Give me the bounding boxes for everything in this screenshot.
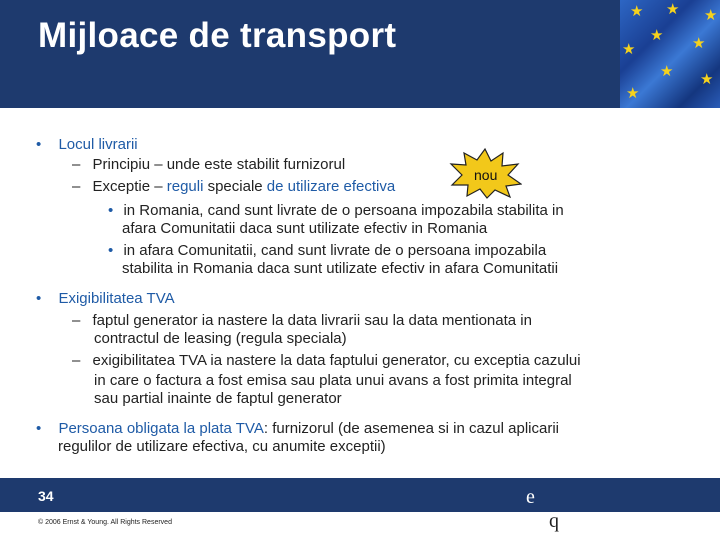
bullet-persoana-obligata-cont: regulilor de utilizare efectiva, cu anumite exceptii): [58, 438, 386, 455]
bullet-exigibilitatea: [36, 290, 175, 308]
text-principiu: Principiu – unde este stabilit furnizorul: [92, 156, 346, 173]
text-exceptie-mid: speciale: [203, 178, 267, 195]
sub-item-principiu: [72, 156, 345, 174]
text-faptul: faptul generator ia nastere la data livrarii sau la data mentionata in: [92, 312, 532, 329]
text-reguli: reguli: [166, 178, 204, 195]
sub-sub-item-afara-cont: stabilita in Romania daca sunt utilizate efectiv in afara Comunitatii: [122, 260, 559, 277]
sub-item-exceptie: [72, 178, 395, 196]
title-bar: [0, 0, 720, 108]
bullet-dot: •: [36, 420, 42, 437]
text-afara: in afara Comunitatii, cand sunt livrate de o persoana impozabila: [123, 242, 547, 259]
sub-sub-item-afara: [108, 242, 546, 260]
bullet-dot: •: [36, 136, 42, 153]
sub-item-faptul-cont: contractul de leasing (regula speciala): [94, 330, 347, 347]
badge-nou: nou: [474, 167, 498, 183]
sub-item-exigibilitatea-cont2: sau partial inainte de faptul generator: [94, 390, 342, 407]
stray-glyph-e: e: [526, 486, 535, 508]
text-exceptie-pre: Exceptie –: [92, 178, 167, 195]
dash: –: [72, 312, 81, 329]
dash: –: [72, 178, 81, 195]
sub-item-exigibilitatea-cont1: in care o factura a fost emisa sau plata unui avans a fost primita integral: [94, 372, 572, 389]
heading-persoana-obligata: Persoana obligata la plata TVA: [58, 420, 264, 437]
bullet-persoana-obligata: [36, 420, 559, 438]
text-persoana-obligata: : furnizorul (de asemenea si in cazul aplicarii: [263, 420, 559, 437]
page-number: 34: [38, 488, 54, 504]
bullet-locul-livrarii: [36, 136, 138, 154]
dash: –: [72, 352, 81, 369]
stray-glyph-q: q: [549, 510, 559, 532]
footer-bar: [0, 478, 720, 512]
text-utilizare-efectiva: de utilizare efectiva: [266, 178, 396, 195]
eu-flag-icon: ★ ★ ★ ★ ★ ★ ★ ★ ★: [620, 0, 720, 108]
heading-locul-livrarii: Locul livrarii: [58, 136, 138, 153]
copyright-text: © 2006 Ernst & Young. All Rights Reserved: [38, 519, 172, 526]
sub-item-exigibilitatea: [72, 352, 581, 370]
bullet-dot: •: [108, 202, 114, 219]
sub-sub-item-romania: [108, 202, 564, 220]
heading-exigibilitatea: Exigibilitatea TVA: [58, 290, 175, 307]
dash: –: [72, 156, 81, 173]
text-romania: in Romania, cand sunt livrate de o persoana impozabila stabilita in: [123, 202, 564, 219]
bullet-dot: •: [36, 290, 42, 307]
sub-item-faptul: [72, 312, 532, 330]
page-title: Mijloace de transport: [38, 16, 397, 55]
text-exigibilitatea: exigibilitatea TVA ia nastere la data faptului generator, cu exceptia cazului: [92, 352, 581, 369]
bullet-dot: •: [108, 242, 114, 259]
sub-sub-item-romania-cont: afara Comunitatii daca sunt utilizate efectiv in Romania: [122, 220, 488, 237]
